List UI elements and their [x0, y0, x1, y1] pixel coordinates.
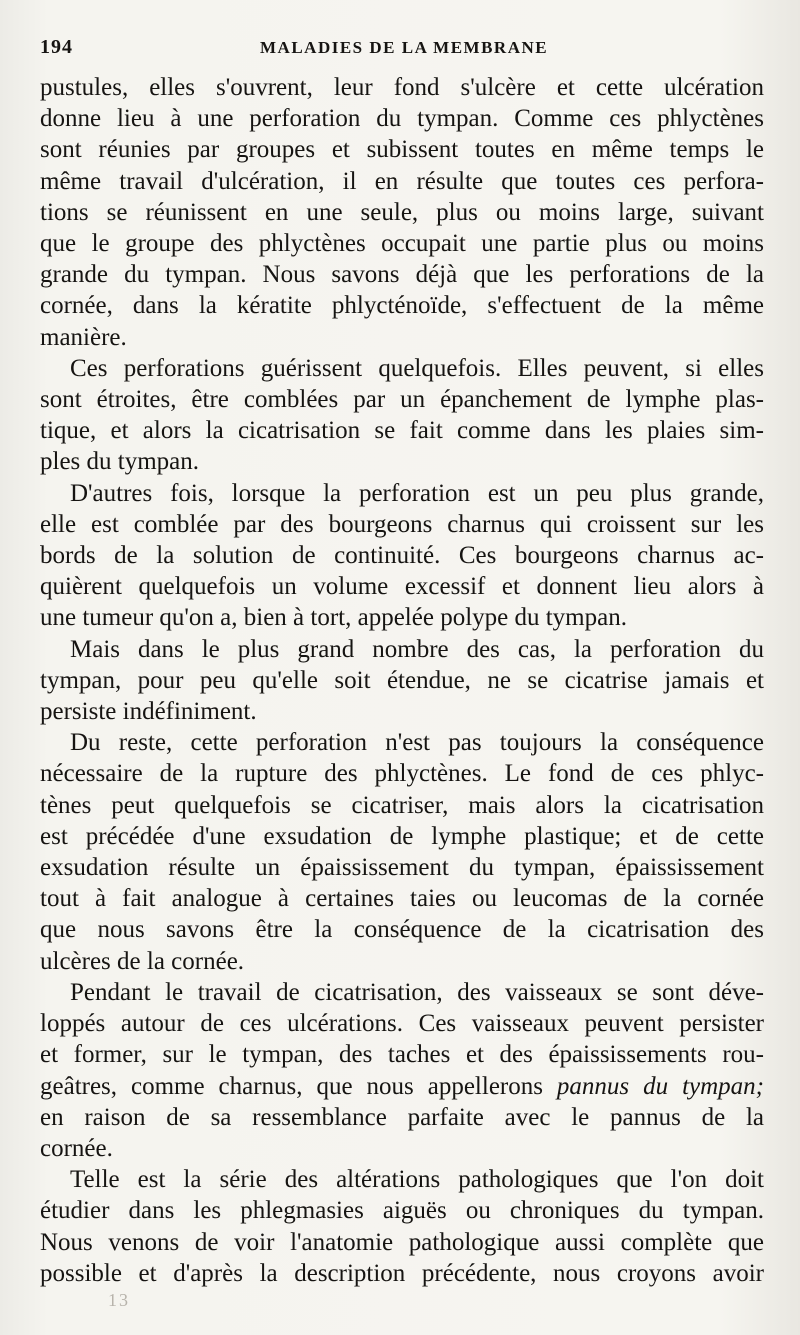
text-line: persiste indéfiniment.	[40, 698, 257, 726]
text-line: donne lieu à une perforation du tympan. Comme ces phlyctènes	[40, 105, 764, 133]
paragraph	[40, 72, 764, 353]
text-line: que le groupe des phlyctènes occupait une partie plus ou moins	[40, 230, 764, 258]
paragraph	[40, 353, 764, 478]
text-line: sont réunies par groupes et subissent toutes en même temps le	[40, 136, 764, 164]
text-line: elle est comblée par des bourgeons charnus qui croissent sur les	[40, 510, 764, 538]
text-line: une tumeur qu'on a, bien à tort, appelée polype du tympan.	[40, 604, 627, 632]
text-line: tique, et alors la cicatrisation se fait comme dans les plaies sim-	[40, 417, 764, 445]
paragraph	[40, 478, 764, 634]
text-line: D'autres fois, lorsque la perforation est un peu plus grande,	[70, 479, 764, 507]
text-line: sont étroites, être comblées par un épanchement de lymphe plas-	[40, 386, 764, 414]
text-line: Ces perforations guérissent quelquefois. Elles peuvent, si elles	[70, 354, 764, 382]
italic-term: pannus du tympan;	[556, 1072, 764, 1100]
text-line: Mais dans le plus grand nombre des cas, la perforation du	[70, 635, 764, 663]
text-line: grande du tympan. Nous savons déjà que les perforations de la	[40, 261, 764, 289]
text-line: que nous savons être la conséquence de la cicatrisation des	[40, 916, 764, 944]
text-line: exsudation résulte un épaississement du tympan, épaississement	[40, 854, 764, 882]
signature-mark: 13	[108, 1290, 130, 1310]
paragraph	[40, 634, 764, 728]
paragraph	[40, 1164, 764, 1289]
text-line: est précédée d'une exsudation de lymphe plastique; et de cette	[40, 822, 764, 850]
text-line: pustules, elles s'ouvrent, leur fond s'ulcère et cette ulcération	[40, 74, 764, 101]
text-line: tout à fait analogue à certaines taies ou leucomas de la cornée	[40, 885, 764, 913]
text-line: Du reste, cette perforation n'est pas toujours la conséquence	[70, 729, 764, 757]
text-line: loppés autour de ces ulcérations. Ces vaisseaux peuvent persister	[40, 1010, 764, 1038]
body-text	[40, 72, 764, 1289]
running-head: MALADIES DE LA MEMBRANE	[260, 38, 549, 57]
text-line: tènes peut quelquefois se cicatriser, mais alors la cicatrisation	[40, 791, 764, 819]
text-line: Pendant le travail de cicatrisation, des vaisseaux se sont déve-	[70, 978, 764, 1006]
text-line: tions se réunissent en une seule, plus ou moins large, suivant	[40, 198, 764, 226]
text-line: possible et d'après la description précédente, nous croyons avoir	[40, 1259, 764, 1287]
page-header	[40, 36, 764, 66]
text-line: cornée.	[40, 1134, 113, 1162]
text-line: ulcères de la cornée.	[40, 947, 245, 975]
text-line: quièrent quelquefois un volume excessif et donnent lieu alors à	[40, 573, 764, 601]
text-line: ples du tympan.	[40, 448, 200, 476]
text-line: manière.	[40, 323, 127, 351]
text-line: Telle est la série des altérations pathologiques que l'on doit	[70, 1166, 764, 1194]
text-line: en raison de sa ressemblance parfaite avec le pannus de la	[40, 1103, 764, 1131]
text-line: tympan, pour peu qu'elle soit étendue, ne se cicatrise jamais et	[40, 666, 764, 694]
text-line: nécessaire de la rupture des phlyctènes. Le fond de ces phlyc-	[40, 760, 764, 788]
text-line: et former, sur le tympan, des taches et des épaississements rou-	[40, 1041, 764, 1069]
text-line: étudier dans les phlegmasies aiguës ou chroniques du tympan.	[40, 1197, 764, 1225]
page-number: 194	[40, 36, 73, 58]
text-line: bords de la solution de continuité. Ces bourgeons charnus ac-	[40, 542, 764, 570]
text-line-with-italic	[40, 1071, 764, 1102]
text-line: Nous venons de voir l'anatomie pathologique aussi complète que	[40, 1228, 764, 1256]
text-line: cornée, dans la kératite phlycténoïde, s'effectuent de la même	[40, 292, 764, 320]
paragraph	[40, 977, 764, 1164]
paragraph	[40, 727, 764, 977]
text-line: même travail d'ulcération, il en résulte que toutes ces perfora-	[40, 167, 764, 195]
text-fragment: geâtres, comme charnus, que nous appellerons	[40, 1072, 557, 1100]
